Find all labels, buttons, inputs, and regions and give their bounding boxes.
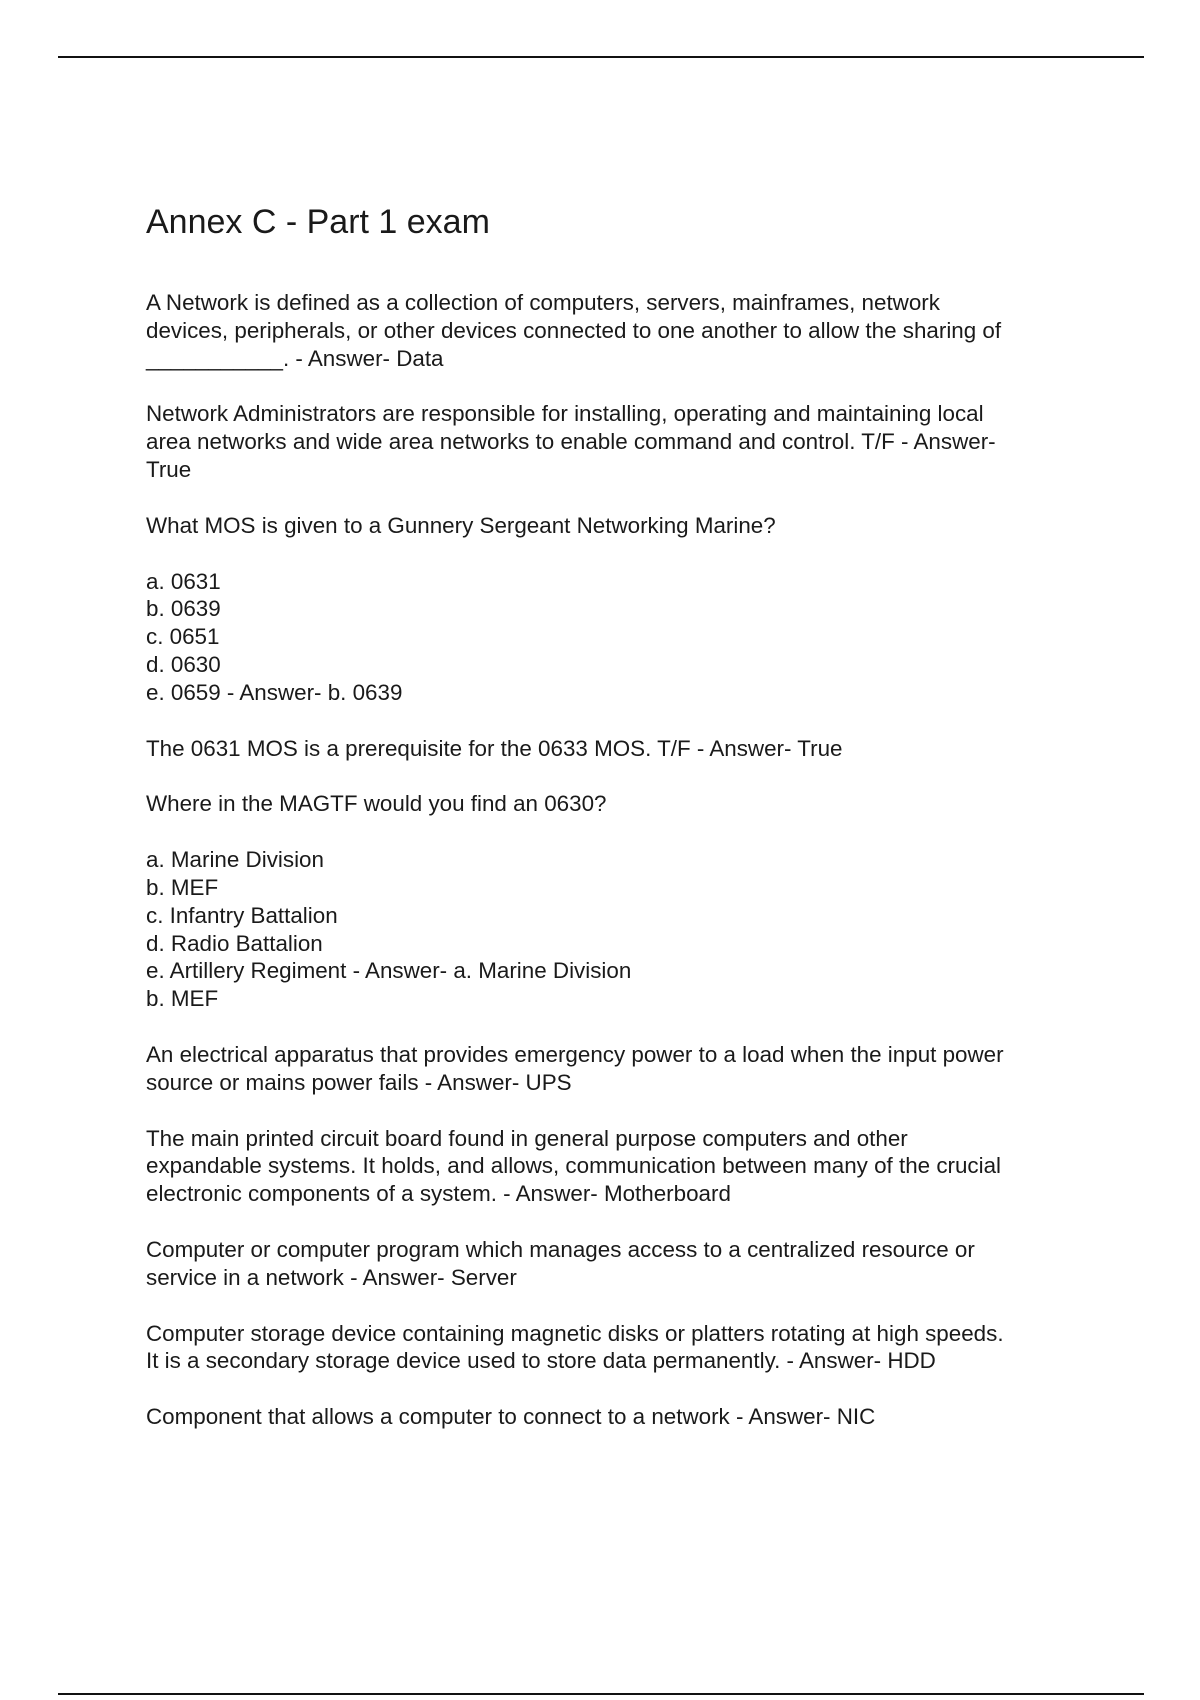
page-title: Annex C - Part 1 exam <box>146 203 490 241</box>
question-network-administrators <box>146 400 1082 483</box>
option-line: b. MEF <box>146 874 219 900</box>
option-line: b. MEF <box>146 986 219 1012</box>
option-line: c. 0651 <box>146 624 220 650</box>
top-rule <box>58 56 1144 58</box>
text-line: service in a network - Answer- Server <box>146 1264 517 1290</box>
text-line: True <box>146 456 192 482</box>
question-hdd <box>146 1320 1082 1376</box>
question-ups <box>146 1041 1082 1097</box>
text-line: Where in the MAGTF would you find an 0630? <box>146 791 607 817</box>
option-line: e. Artillery Regiment - Answer- a. Marine Division <box>146 958 632 984</box>
question-server <box>146 1236 1082 1292</box>
option-line: a. Marine Division <box>146 847 324 873</box>
question-0631-prerequisite <box>146 735 1082 763</box>
text-line: devices, peripherals, or other devices connected to one another to allow the sharing of <box>146 317 1002 343</box>
text-line: Component that allows a computer to connect to a network - Answer- NIC <box>146 1404 876 1430</box>
text-line: The 0631 MOS is a prerequisite for the 0633 MOS. T/F - Answer- True <box>146 735 843 761</box>
document-body <box>146 198 1082 1459</box>
question-gunnery-sergeant-mos <box>146 512 1082 540</box>
options-gunnery-sergeant-mos <box>146 568 1082 707</box>
question-magtf-0630 <box>146 790 1082 818</box>
text-line: Computer or computer program which manages access to a centralized resource or <box>146 1236 975 1262</box>
bottom-rule <box>58 1693 1144 1695</box>
text-line: electronic components of a system. - Answer- Motherboard <box>146 1181 731 1207</box>
text-line: A Network is defined as a collection of computers, servers, mainframes, network <box>146 290 940 315</box>
text-line: Computer storage device containing magnetic disks or platters rotating at high speeds. <box>146 1320 1004 1346</box>
text-line: ___________. - Answer- Data <box>146 345 444 371</box>
text-line: area networks and wide area networks to enable command and control. T/F - Answer- <box>146 429 996 455</box>
question-motherboard <box>146 1125 1082 1208</box>
text-line: An electrical apparatus that provides emergency power to a load when the input power <box>146 1041 1004 1067</box>
option-line: d. Radio Battalion <box>146 930 323 956</box>
question-nic <box>146 1403 1082 1431</box>
text-line: The main printed circuit board found in general purpose computers and other <box>146 1125 908 1151</box>
option-line: e. 0659 - Answer- b. 0639 <box>146 679 403 705</box>
text-line: Network Administrators are responsible for installing, operating and maintaining local <box>146 401 984 427</box>
option-line: b. 0639 <box>146 596 221 622</box>
text-line: expandable systems. It holds, and allows, communication between many of the crucial <box>146 1153 1002 1179</box>
text-line: What MOS is given to a Gunnery Sergeant Networking Marine? <box>146 512 776 538</box>
option-line: a. 0631 <box>146 568 221 594</box>
options-magtf-0630 <box>146 846 1082 1013</box>
text-line: It is a secondary storage device used to store data permanently. - Answer- HDD <box>146 1348 936 1374</box>
option-line: c. Infantry Battalion <box>146 902 338 928</box>
text-line: source or mains power fails - Answer- UPS <box>146 1069 572 1095</box>
question-network-definition <box>146 289 1082 372</box>
option-line: d. 0630 <box>146 651 221 677</box>
